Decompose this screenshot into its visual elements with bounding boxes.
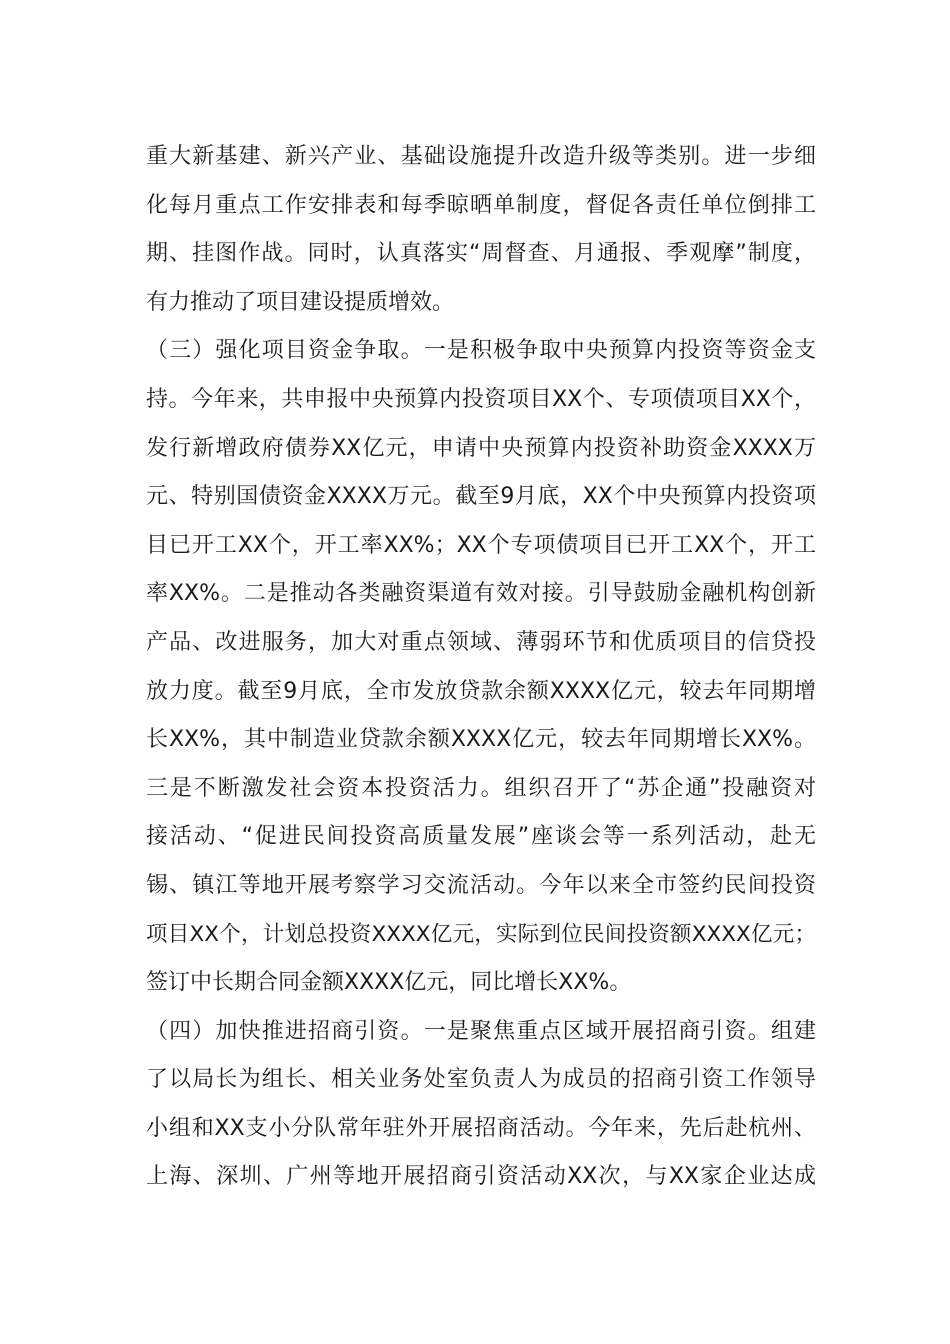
text-line: 化每月重点工作安排表和每季晾晒单制度，督促各责任单位倒排工 (146, 192, 816, 218)
text-line: 接活动、“促进民间投资高质量发展”座谈会等一系列活动，赴无 (146, 824, 816, 850)
text-line: 持。今年来，共申报中央预算内投资项目XX个、专项债项目XX个， (146, 386, 816, 412)
text-line: 锡、镇江等地开展考察学习交流活动。今年以来全市签约民间投资 (146, 872, 816, 898)
text-line: 期、挂图作战。同时，认真落实“周督查、月通报、季观摩”制度， (146, 241, 816, 267)
text-line: 上海、深圳、广州等地开展招商引资活动XX次，与XX家企业达成 (146, 1164, 816, 1190)
text-line: 发行新增政府债券XX亿元，申请中央预算内投资补助资金XXXX万 (146, 435, 816, 461)
text-line: 小组和XX支小分队常年驻外开展招商活动。今年来，先后赴杭州、 (146, 1115, 816, 1141)
text-line: 有力推动了项目建设提质增效。 (146, 289, 455, 315)
text-line: 项目XX个，计划总投资XXXX亿元，实际到位民间投资额XXXX亿元； (146, 921, 816, 947)
text-line: （三）强化项目资金争取。一是积极争取中央预算内投资等资金支 (146, 338, 816, 364)
text-line: 了以局长为组长、相关业务处室负责人为成员的招商引资工作领导 (146, 1067, 816, 1093)
text-line: 元、特别国债资金XXXX万元。截至9月底，XX个中央预算内投资项 (146, 484, 816, 510)
text-line: 长XX%，其中制造业贷款余额XXXX亿元，较去年同期增长XX%。 (146, 727, 816, 753)
text-line: 率XX%。二是推动各类融资渠道有效对接。引导鼓励金融机构创新 (146, 581, 816, 607)
text-line: 重大新基建、新兴产业、基础设施提升改造升级等类别。进一步细 (146, 144, 816, 169)
text-line: 放力度。截至9月底，全市发放贷款余额XXXX亿元，较去年同期增 (146, 678, 816, 704)
text-line: 签订中长期合同金额XXXX亿元，同比增长XX%。 (146, 970, 632, 996)
text-line: 目已开工XX个，开工率XX%；XX个专项债项目已开工XX个，开工 (146, 532, 816, 558)
text-line: 三是不断激发社会资本投资活力。组织召开了“苏企通”投融资对 (146, 775, 816, 801)
body-text (146, 133, 816, 1202)
text-line: 产品、改进服务，加大对重点领域、薄弱环节和优质项目的信贷投 (146, 629, 816, 655)
text-line: （四）加快推进招商引资。一是聚焦重点区域开展招商引资。组建 (146, 1018, 816, 1044)
